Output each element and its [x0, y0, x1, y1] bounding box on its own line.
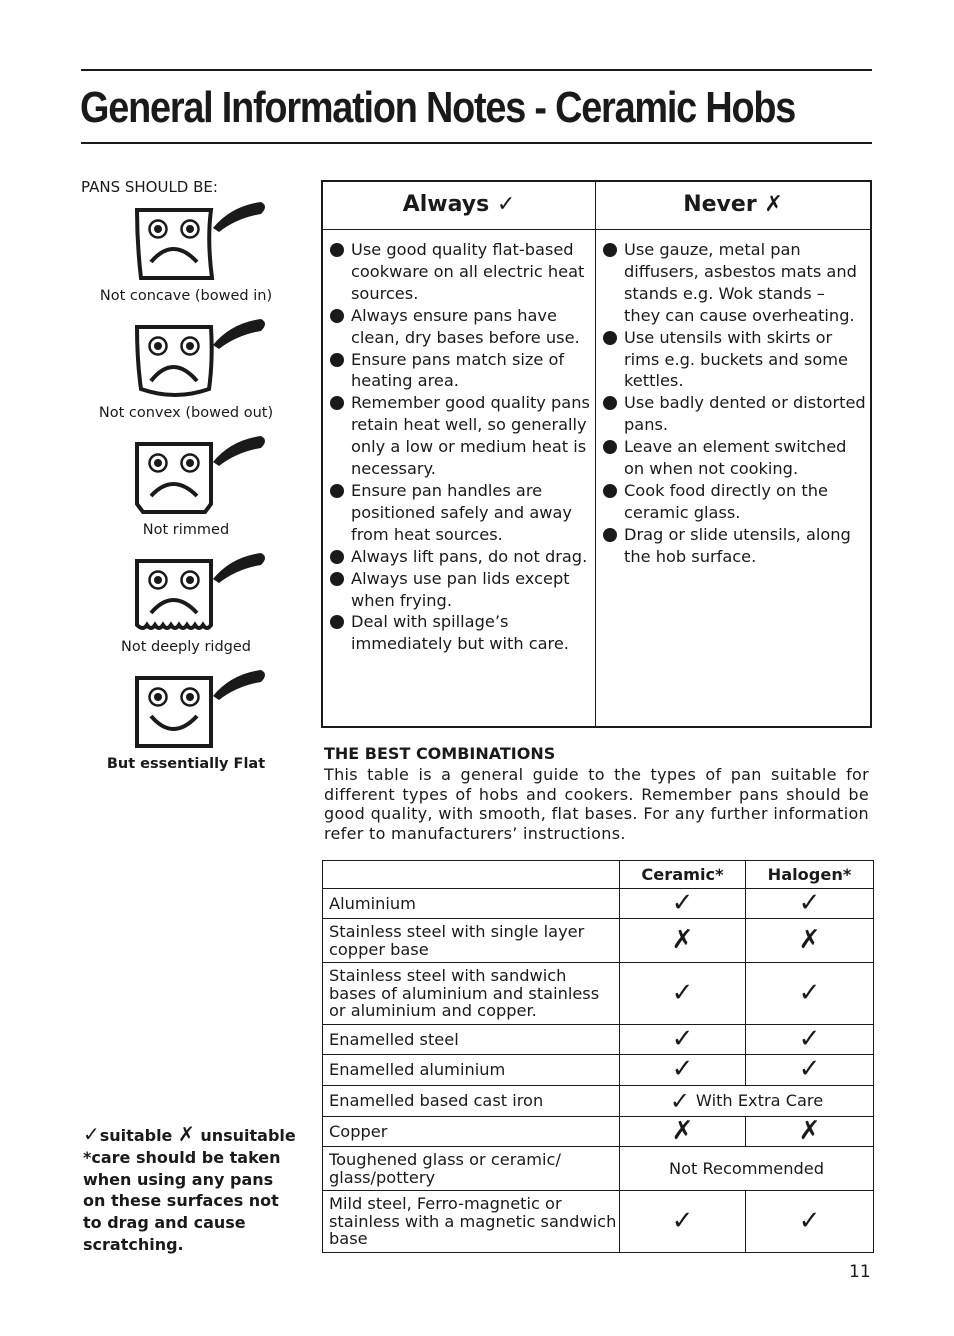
list-item — [330, 305, 591, 349]
table-row — [323, 1117, 874, 1147]
bullet-icon — [330, 550, 344, 564]
list-item — [330, 480, 591, 546]
list-item — [330, 392, 591, 480]
pan-item-ridged — [81, 551, 291, 655]
material-cell: Enamelled steel — [323, 1025, 620, 1055]
list-item-text: Ensure pans match size of heating area. — [351, 349, 565, 391]
page-title: General Information Notes - Ceramic Hobs — [80, 83, 796, 132]
material-cell: Aluminium — [323, 889, 620, 919]
pans-heading: PANS SHOULD BE: — [81, 178, 218, 196]
best-text: This table is a general guide to the types of pan suitable for different types of hobs and cookers. Remember pans should be good quality, with smooth, flat bases. For any further information refer to manufacturers’ instructions. — [324, 765, 869, 843]
check-icon: ✓ — [620, 963, 746, 1025]
halogen-header: Halogen* — [746, 861, 874, 889]
table-row — [323, 1147, 874, 1191]
table-row — [323, 1191, 874, 1253]
list-item-text: Cook food directly on the ceramic glass. — [624, 480, 828, 522]
list-item — [603, 392, 866, 436]
pan-caption: But essentially Flat — [106, 756, 266, 772]
check-icon: ✓ — [620, 889, 746, 919]
pan-item-rimmed — [81, 434, 291, 538]
bullet-icon — [330, 353, 344, 367]
pan-caption: Not rimmed — [142, 522, 230, 538]
material-cell: Stainless steel with single layer copper base — [323, 919, 620, 963]
list-item — [603, 239, 866, 327]
check-icon: ✓ — [746, 889, 874, 919]
list-item — [330, 239, 591, 305]
pan-caption: Not convex (bowed out) — [98, 405, 274, 421]
table-row — [323, 963, 874, 1025]
bullet-icon — [330, 615, 344, 629]
bullet-icon — [603, 396, 617, 410]
legend-suitable: suitable — [99, 1126, 173, 1145]
check-icon: ✓ — [620, 1055, 746, 1086]
material-cell: Stainless steel with sandwich bases of aluminium and stainless or aluminium and copper. — [323, 963, 620, 1025]
material-cell: Enamelled based cast iron — [323, 1086, 620, 1117]
shared-note: With Extra Care — [695, 1090, 824, 1110]
list-item-text: Use gauze, metal pan diffusers, asbestos mats and stands e.g. Wok stands – they can cause overheating. — [624, 240, 857, 325]
list-item — [330, 349, 591, 393]
check-icon: ✓ — [746, 1055, 874, 1086]
list-item-text: Drag or slide utensils, along the hob surface. — [624, 524, 851, 566]
list-item — [330, 546, 591, 568]
list-item — [603, 480, 866, 524]
material-cell: Mild steel, Ferro-magnetic or stainless with a magnetic sandwich base — [323, 1191, 620, 1253]
check-icon: ✓ — [669, 1086, 690, 1115]
best-heading: THE BEST COMBINATIONS — [324, 744, 556, 763]
table-row — [323, 889, 874, 919]
always-heading: Always ✓ — [323, 182, 595, 230]
happy-pan-flat-icon — [133, 668, 273, 750]
check-icon: ✓ — [746, 963, 874, 1025]
bullet-icon — [603, 440, 617, 454]
sad-pan-rimmed-icon — [133, 434, 273, 516]
list-item-text: Always ensure pans have clean, dry bases before use. — [351, 305, 580, 347]
list-item-text: Always use pan lids except when frying. — [351, 568, 570, 610]
check-icon: ✓ — [620, 1025, 746, 1055]
list-item-text: Ensure pan handles are positioned safely and away from heat sources. — [351, 480, 572, 544]
list-item-text: Always lift pans, do not drag. — [351, 546, 588, 566]
legend-unsuitable: unsuitable — [200, 1126, 296, 1145]
cross-icon: ✗ — [746, 919, 874, 963]
bullet-icon — [330, 396, 344, 410]
never-list — [596, 230, 870, 568]
cross-icon: ✗ — [746, 1117, 874, 1147]
list-item — [330, 568, 591, 612]
material-cell: Copper — [323, 1117, 620, 1147]
list-item — [603, 524, 866, 568]
title-underline — [81, 142, 872, 144]
check-icon: ✓ — [620, 1191, 746, 1253]
list-item-text: Remember good quality pans retain heat well, so generally only a low or medium heat is necessary. — [351, 393, 590, 479]
table-header-row — [323, 861, 874, 889]
legend — [83, 1124, 298, 1256]
always-never-table — [321, 180, 872, 728]
shared-cell — [620, 1147, 874, 1191]
always-column — [323, 182, 596, 726]
pan-item-flat — [81, 668, 291, 772]
list-item-text: Leave an element switched on when not cooking. — [624, 437, 847, 479]
always-list — [323, 230, 595, 655]
never-heading: Never ✗ — [596, 182, 870, 230]
never-column — [596, 182, 870, 726]
check-icon: ✓ — [83, 1122, 100, 1146]
list-item-text: Use utensils with skirts or rims e.g. buckets and some kettles. — [624, 327, 848, 391]
pan-item-concave — [81, 200, 291, 304]
bullet-icon — [603, 331, 617, 345]
shared-note: Not Recommended — [668, 1158, 825, 1178]
material-cell: Enamelled aluminium — [323, 1055, 620, 1086]
list-item — [330, 611, 591, 655]
list-item-text: Deal with spillage’s immediately but with care. — [351, 612, 569, 654]
check-icon: ✓ — [746, 1025, 874, 1055]
check-icon: ✓ — [746, 1191, 874, 1253]
table-row — [323, 1086, 874, 1117]
top-rule — [81, 69, 872, 71]
list-item-text: Use badly dented or distorted pans. — [624, 393, 866, 435]
combinations-table — [322, 860, 874, 1253]
table-row — [323, 1055, 874, 1086]
table-row — [323, 1025, 874, 1055]
sad-pan-concave-icon — [133, 200, 273, 282]
list-item-text: Use good quality flat-based cookware on all electric heat sources. — [351, 240, 585, 303]
cross-icon: ✗ — [177, 1122, 195, 1146]
bullet-icon — [603, 528, 617, 542]
ceramic-header: Ceramic* — [620, 861, 746, 889]
list-item — [603, 327, 866, 393]
page-number: 11 — [849, 1262, 871, 1282]
bullet-icon — [603, 243, 617, 257]
bullet-icon — [330, 572, 344, 586]
cross-icon: ✗ — [620, 1117, 746, 1147]
bullet-icon — [330, 243, 344, 257]
material-header — [323, 861, 620, 889]
sad-pan-convex-icon — [133, 317, 273, 399]
pan-item-convex — [81, 317, 291, 421]
list-item — [603, 436, 866, 480]
bullet-icon — [603, 484, 617, 498]
material-cell: Toughened glass or ceramic/ glass/pottery — [323, 1147, 620, 1191]
bullet-icon — [330, 309, 344, 323]
bullet-icon — [330, 484, 344, 498]
pan-caption: Not deeply ridged — [120, 639, 251, 655]
pan-caption: Not concave (bowed in) — [99, 288, 273, 304]
cross-icon: ✗ — [620, 919, 746, 963]
sad-pan-ridged-icon — [133, 551, 273, 633]
legend-note: *care should be taken when using any pans on these surfaces not to drag and cause scratching. — [83, 1147, 281, 1254]
table-row — [323, 919, 874, 963]
shared-cell — [620, 1086, 874, 1117]
